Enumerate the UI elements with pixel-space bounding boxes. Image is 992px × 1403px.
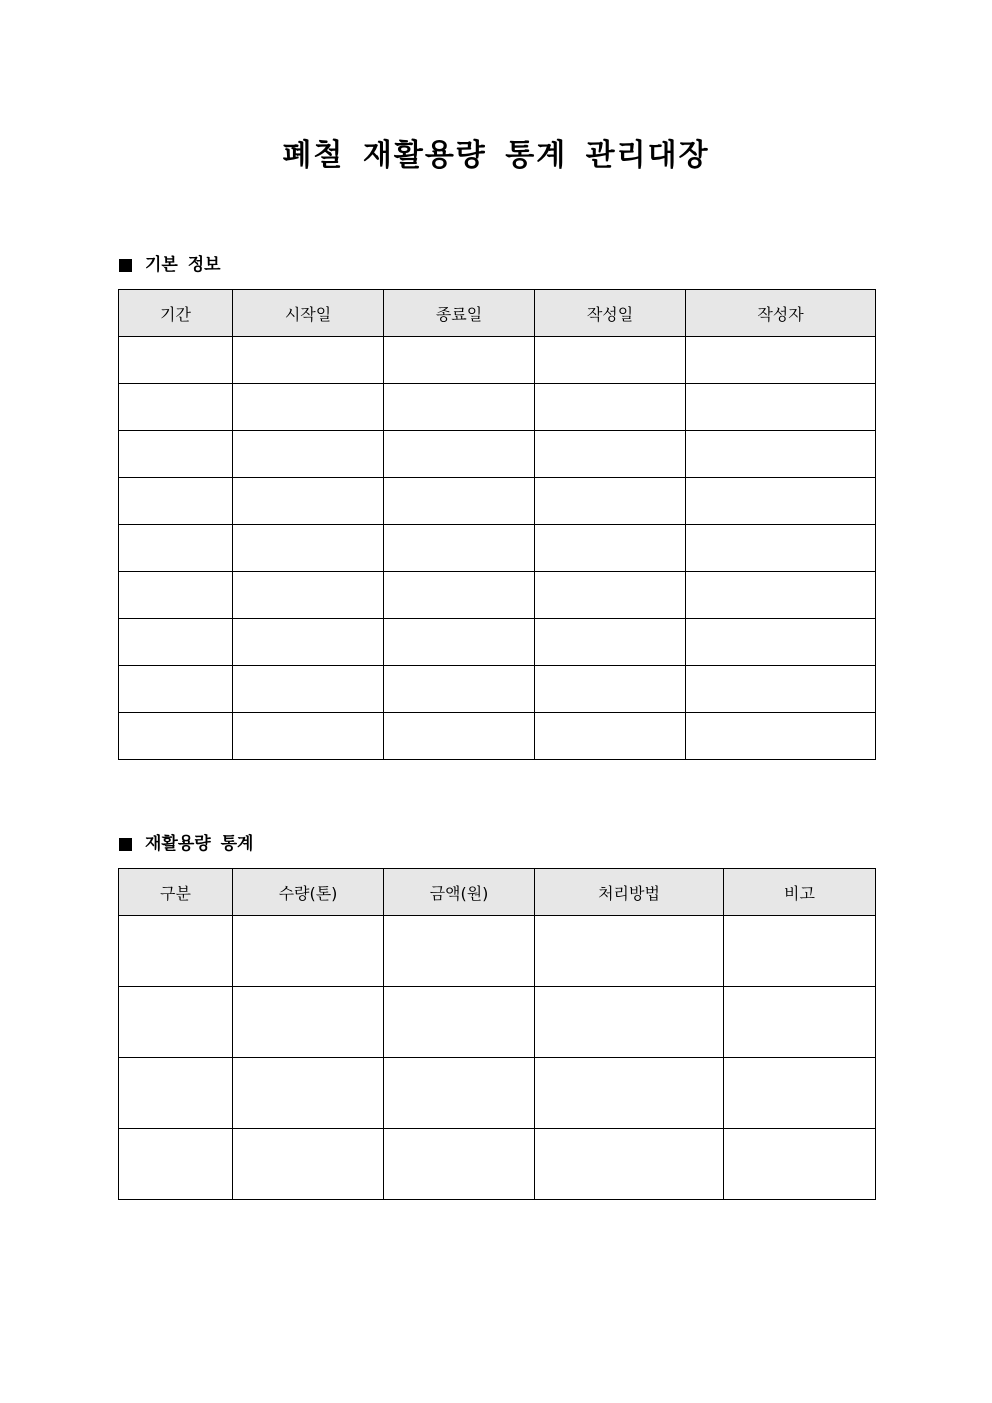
table-row xyxy=(119,431,876,478)
table-cell[interactable] xyxy=(119,1058,233,1129)
column-header-category: 구분 xyxy=(119,869,233,916)
table-cell[interactable] xyxy=(233,431,384,478)
table-cell[interactable] xyxy=(535,916,724,987)
column-header-remarks: 비고 xyxy=(724,869,876,916)
table-cell[interactable] xyxy=(233,713,384,760)
table-cell[interactable] xyxy=(686,619,876,666)
table-cell[interactable] xyxy=(119,431,233,478)
table-row xyxy=(119,478,876,525)
table-cell[interactable] xyxy=(535,1058,724,1129)
table-row xyxy=(119,525,876,572)
table-row xyxy=(119,572,876,619)
table-cell[interactable] xyxy=(686,431,876,478)
table-row xyxy=(119,619,876,666)
table-cell[interactable] xyxy=(384,337,535,384)
section-heading-basic-info xyxy=(119,253,221,277)
table-cell[interactable] xyxy=(384,666,535,713)
table-cell[interactable] xyxy=(724,916,876,987)
column-header-quantity: 수량(톤) xyxy=(233,869,384,916)
table-cell[interactable] xyxy=(119,987,233,1058)
table-cell[interactable] xyxy=(535,1129,724,1200)
table-row xyxy=(119,666,876,713)
table-cell[interactable] xyxy=(535,987,724,1058)
table-cell[interactable] xyxy=(119,572,233,619)
table-cell[interactable] xyxy=(535,619,686,666)
table-cell[interactable] xyxy=(384,478,535,525)
table-cell[interactable] xyxy=(384,525,535,572)
table-cell[interactable] xyxy=(233,337,384,384)
section-heading-label: 재활용량 통계 xyxy=(145,834,254,854)
table-row xyxy=(119,1058,876,1129)
column-header-start-date: 시작일 xyxy=(233,290,384,337)
table-cell[interactable] xyxy=(233,916,384,987)
table-cell[interactable] xyxy=(686,572,876,619)
table-cell[interactable] xyxy=(686,384,876,431)
table-row xyxy=(119,713,876,760)
column-header-period: 기간 xyxy=(119,290,233,337)
table-cell[interactable] xyxy=(233,572,384,619)
table-row xyxy=(119,337,876,384)
table-cell[interactable] xyxy=(686,478,876,525)
column-header-author: 작성자 xyxy=(686,290,876,337)
table-cell[interactable] xyxy=(535,337,686,384)
table-cell[interactable] xyxy=(233,1058,384,1129)
table-cell[interactable] xyxy=(686,713,876,760)
column-header-end-date: 종료일 xyxy=(384,290,535,337)
table-cell[interactable] xyxy=(724,1058,876,1129)
table-cell[interactable] xyxy=(119,384,233,431)
table-cell[interactable] xyxy=(233,1129,384,1200)
column-header-method: 처리방법 xyxy=(535,869,724,916)
table-cell[interactable] xyxy=(686,525,876,572)
table-cell[interactable] xyxy=(535,384,686,431)
table-cell[interactable] xyxy=(119,916,233,987)
table-cell[interactable] xyxy=(384,431,535,478)
section-heading-recycling-stats xyxy=(119,832,253,856)
table-cell[interactable] xyxy=(384,1058,535,1129)
document-title: 폐철 재활용량 통계 관리대장 xyxy=(282,138,710,173)
table-cell[interactable] xyxy=(535,431,686,478)
table-row xyxy=(119,384,876,431)
basic-info-table-body xyxy=(119,337,876,760)
recycling-stats-table-body xyxy=(119,916,876,1200)
table-row xyxy=(119,987,876,1058)
table-cell[interactable] xyxy=(384,987,535,1058)
table-cell[interactable] xyxy=(384,572,535,619)
table-cell[interactable] xyxy=(233,384,384,431)
section-heading-label: 기본 정보 xyxy=(145,255,221,275)
table-cell[interactable] xyxy=(535,713,686,760)
table-cell[interactable] xyxy=(535,478,686,525)
table-cell[interactable] xyxy=(724,987,876,1058)
table-cell[interactable] xyxy=(233,666,384,713)
table-cell[interactable] xyxy=(384,713,535,760)
table-cell[interactable] xyxy=(535,525,686,572)
recycling-stats-table xyxy=(118,868,876,1200)
table-cell[interactable] xyxy=(384,916,535,987)
table-cell[interactable] xyxy=(686,337,876,384)
table-header-row xyxy=(119,869,876,916)
table-cell[interactable] xyxy=(233,525,384,572)
table-cell[interactable] xyxy=(233,619,384,666)
square-bullet-icon xyxy=(119,259,132,272)
column-header-written-date: 작성일 xyxy=(535,290,686,337)
table-cell[interactable] xyxy=(535,666,686,713)
table-cell[interactable] xyxy=(233,987,384,1058)
table-cell[interactable] xyxy=(535,572,686,619)
table-cell[interactable] xyxy=(119,337,233,384)
table-cell[interactable] xyxy=(119,619,233,666)
table-cell[interactable] xyxy=(119,478,233,525)
table-cell[interactable] xyxy=(119,666,233,713)
table-row xyxy=(119,916,876,987)
table-cell[interactable] xyxy=(233,478,384,525)
table-cell[interactable] xyxy=(384,1129,535,1200)
table-cell[interactable] xyxy=(119,1129,233,1200)
table-header-row xyxy=(119,290,876,337)
table-cell[interactable] xyxy=(686,666,876,713)
table-row xyxy=(119,1129,876,1200)
basic-info-table xyxy=(118,289,876,760)
table-cell[interactable] xyxy=(724,1129,876,1200)
square-bullet-icon xyxy=(119,838,132,851)
table-cell[interactable] xyxy=(384,384,535,431)
column-header-amount: 금액(원) xyxy=(384,869,535,916)
table-cell[interactable] xyxy=(384,619,535,666)
table-cell[interactable] xyxy=(119,525,233,572)
table-cell[interactable] xyxy=(119,713,233,760)
